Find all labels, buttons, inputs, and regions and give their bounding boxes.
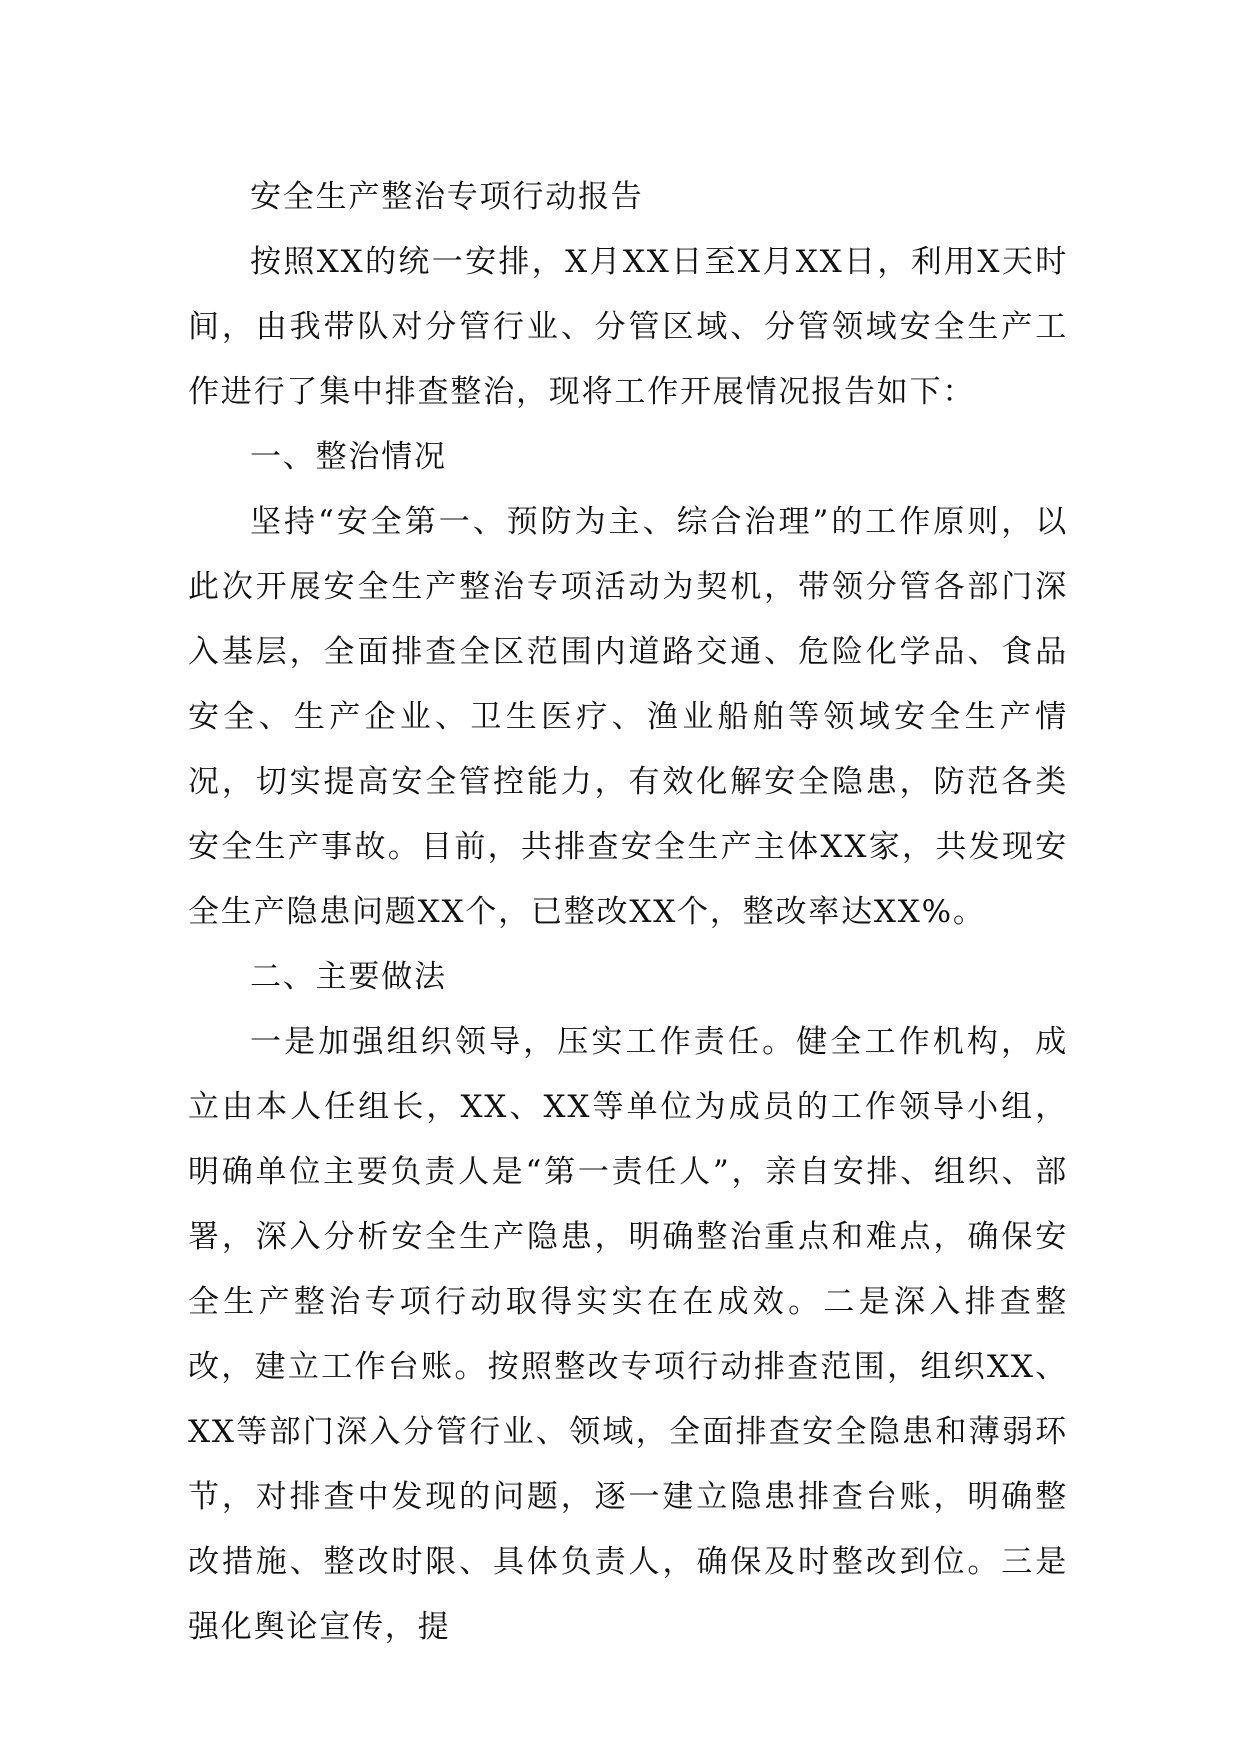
section-heading-2: 二、主要做法 bbox=[250, 959, 447, 995]
paragraph-section-1: 坚持“安全第一、预防为主、综合治理”的工作原则，以此次开展安全生产整治专项活动为契机，带领分管各部门深入基层，全面排查全区范围内道路交通、危险化学品、食品安全、生产企业、卫生医疗、渔业船舶等领域安全生产情况，切实提高安全管控能力，有效化解安全隐患，防范各类安全生产事故。目前，共排查安全生产主体XX家，共发现安全生产隐患问题XX个，已整改XX个，整改率达XX%。 bbox=[188, 504, 1068, 930]
section-heading-1: 一、整治情况 bbox=[250, 439, 447, 475]
paragraph-section-2: 一是加强组织领导，压实工作责任。健全工作机构，成立由本人任组长，XX、XX等单位为成员的工作领导小组，明确单位主要负责人是“第一责任人”，亲自安排、组织、部署，深入分析安全生产隐患，明确整治重点和难点，确保安全生产整治专项行动取得实实在在成效。二是深入排查整改，建立工作台账。按照整改专项行动排查范围，组织XX、XX等部门深入分管行业、领域，全面排查安全隐患和薄弱环节，对排查中发现的问题，逐一建立隐患排查台账，明确整改措施、整改时限、具体负责人，确保及时整改到位。三是强化舆论宣传，提 bbox=[188, 1024, 1068, 1645]
paragraph-intro: 按照XX的统一安排，X月XX日至X月XX日，利用X天时间，由我带队对分管行业、分管区域、分管领域安全生产工作进行了集中排查整治，现将工作开展情况报告如下： bbox=[188, 244, 1068, 410]
document-body bbox=[188, 165, 1068, 1660]
document-title: 安全生产整治专项行动报告 bbox=[250, 179, 644, 215]
